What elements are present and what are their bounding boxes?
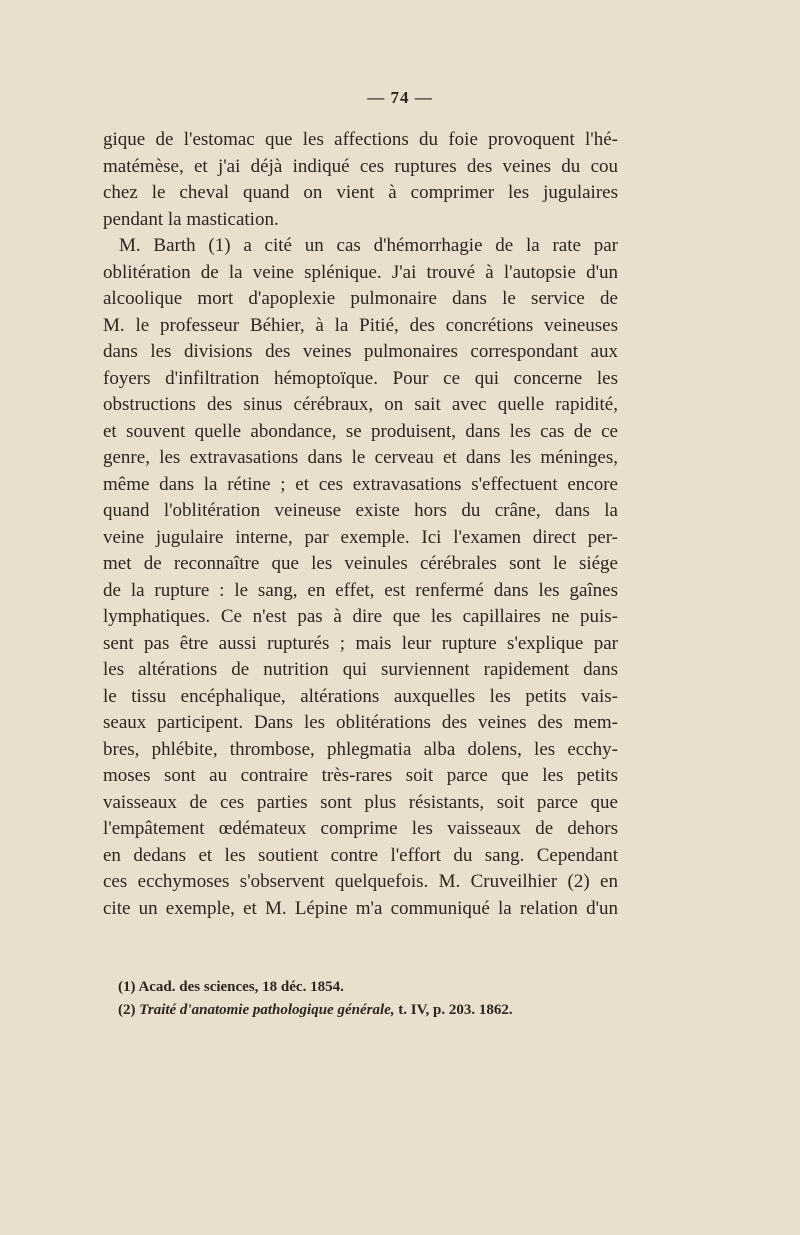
text-line: dans les divisions des veines pulmonaires correspondant aux [103, 341, 618, 362]
text-line: les altérations de nutrition qui surviennent rapidement dans [103, 659, 618, 680]
text-line: même dans la rétine ; et ces extravasations s'effectuent encore [103, 473, 618, 495]
text-line: et souvent quelle abondance, se produisent, dans les cas de ce [103, 420, 618, 442]
text-line: bres, phlébite, thrombose, phlegmatia alba dolens, les ecchy- [103, 738, 618, 760]
text-line: vaisseaux de ces parties sont plus résistants, soit parce que [103, 791, 618, 813]
text-line: gique de l'estomac que les affections du foie provoquent l'hé- [103, 129, 618, 150]
text-line: chez le cheval quand on vient à comprimer les jugulaires [103, 182, 618, 203]
text-line: M. le professeur Béhier, à la Pitié, des concrétions veineuses [103, 314, 618, 336]
footnote-text: Acad. des sciences, 18 déc. 1854. [138, 979, 344, 995]
text-line: cite un exemple, et M. Lépine m'a communiqué la relation d'un [103, 897, 618, 919]
text-line: M. Barth (1) a cité un cas d'hémorrhagie de la rate par [119, 235, 618, 256]
text-line: en dedans et les soutient contre l'effort du sang. Cependant [103, 844, 618, 866]
text-line: pendant la mastication. [103, 208, 279, 230]
footnote-marker: (2) [118, 1002, 136, 1018]
footnote-marker: (1) [118, 979, 136, 995]
text-line: quand l'oblitération veineuse existe hors du crâne, dans la [103, 500, 618, 521]
footnote-1 [118, 976, 638, 999]
text-line: foyers d'infiltration hémoptoïque. Pour ce qui concerne les [103, 367, 618, 389]
footnotes [118, 976, 638, 1022]
page-number: — 74 — [367, 88, 433, 107]
text-line: moses sont au contraire très-rares soit parce que les petits [103, 765, 618, 786]
text-line: alcoolique mort d'apoplexie pulmonaire dans le service de [103, 288, 618, 309]
text-line: matémèse, et j'ai déjà indiqué ces ruptures des veines du cou [103, 155, 618, 177]
footnote-title: Traité d'anatomie pathologique générale, [139, 1002, 395, 1018]
text-line: lymphatiques. Ce n'est pas à dire que les capillaires ne puis- [103, 606, 618, 627]
text-line: l'empâtement œdémateux comprime les vaisseaux de dehors [103, 818, 618, 839]
text-line: de la rupture : le sang, en effet, est renfermé dans les gaînes [103, 579, 618, 601]
text-line: obstructions des sinus cérébraux, on sait avec quelle rapidité, [103, 394, 618, 415]
text-line: sent pas être aussi rupturés ; mais leur rupture s'explique par [103, 632, 618, 654]
footnote-text: t. IV, p. 203. 1862. [398, 1002, 513, 1018]
text-line: ces ecchymoses s'observent quelquefois. M. Cruveilhier (2) en [103, 871, 618, 892]
text-line: oblitération de la veine splénique. J'ai trouvé à l'autopsie d'un [103, 261, 618, 283]
text-line: le tissu encéphalique, altérations auxquelles les petits vais- [103, 685, 618, 707]
text-line: met de reconnaître que les veinules cérébrales sont le siége [103, 553, 618, 574]
text-line: seaux participent. Dans les oblitérations des veines des mem- [103, 712, 618, 733]
text-line: veine jugulaire interne, par exemple. Ici l'examen direct per- [103, 526, 618, 548]
body-text [103, 127, 618, 922]
footnote-2 [118, 999, 638, 1022]
text-line: genre, les extravasations dans le cerveau et dans les méninges, [103, 447, 618, 468]
